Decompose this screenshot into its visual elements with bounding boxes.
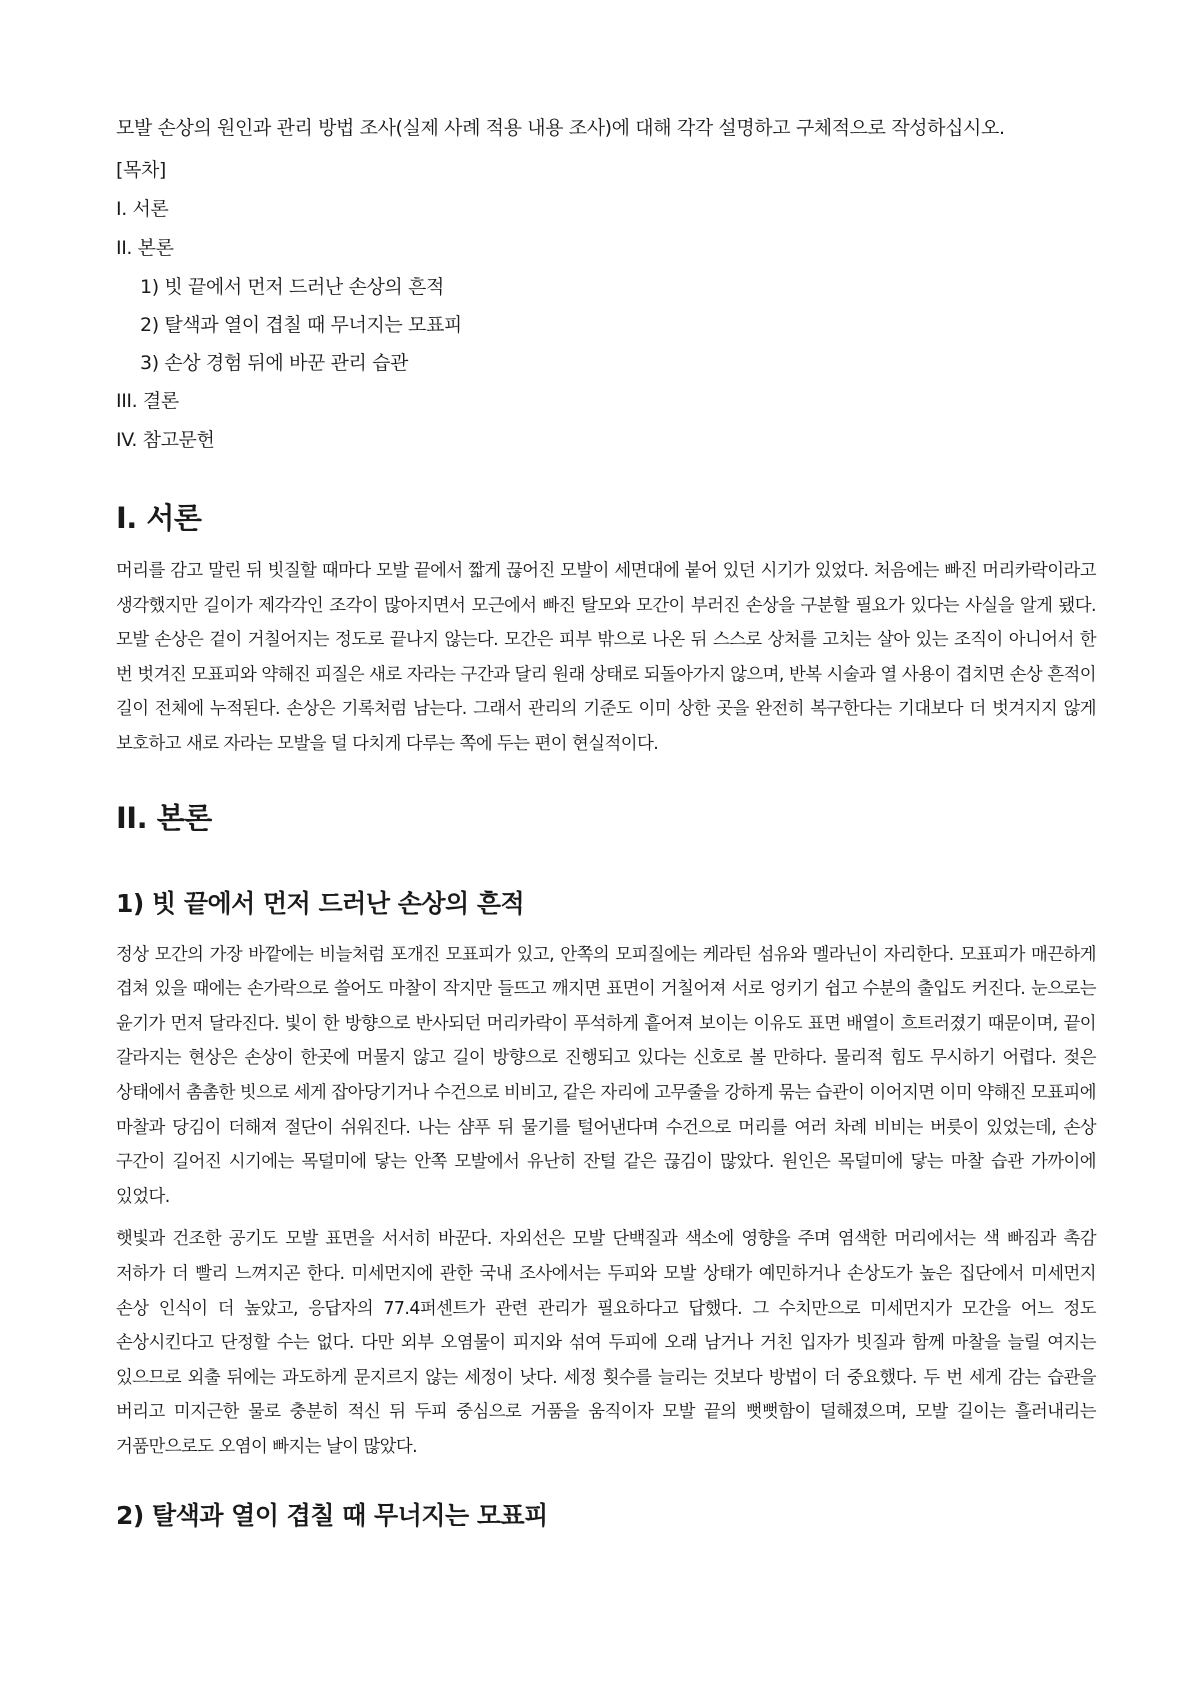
toc-heading: [목차] <box>116 159 166 181</box>
toc-item-body: II. 본론 <box>116 237 174 259</box>
intro-paragraph: 머리를 감고 말린 뒤 빗질할 때마다 모발 끝에서 짧게 끊어진 모발이 세면대에 붙어 있던 시기가 있었다. 처음에는 빠진 머리카락이라고 생각했지만 길이가 제각각인 조각이 많아지면서 모근에서 빠진 탈모와 모간이 부러진 손상을 구분할 필요가 있다는 사실을 알게 됐다. 모발 손상은 겉이 거칠어지는 정도로 끝나지 않는다. 모간은 피부 밖으로 나온 뒤 스스로 상처를 고치는 살아 있는 조직이 아니어서 한 번 벗겨진 모표피와 약해진 피질은 새로 자라는 구간과 달리 원래 상태로 되돌아가지 않으며, 반복 시술과 열 사용이 겹치면 손상 흔적이 길이 전체에 누적된다. 손상은 기록처럼 남는다. 그래서 관리의 기준도 이미 상한 곳을 완전히 복구한다는 기대보다 더 벗겨지지 않게 보호하고 새로 자라는 모발을 덜 다치게 다루는 쪽에 두는 편이 현실적이다. <box>116 561 1096 754</box>
section-title-body: II. 본론 <box>116 800 212 835</box>
assignment-prompt: 모발 손상의 원인과 관리 방법 조사(실제 사례 적용 내용 조사)에 대해 각각 설명하고 구체적으로 작성하십시오. <box>116 117 1005 139</box>
subsection-1-paragraph-1: 정상 모간의 가장 바깥에는 비늘처럼 포개진 모표피가 있고, 안쪽의 모피질에는 케라틴 섬유와 멜라닌이 자리한다. 모표피가 매끈하게 겹쳐 있을 때에는 손가락으로 쓸어도 마찰이 작지만 들뜨고 깨지면 표면이 거칠어져 서로 엉키기 쉽고 수분의 출입도 커진다. 눈으로는 윤기가 먼저 달라진다. 빛이 한 방향으로 반사되던 머리카락이 푸석하게 흩어져 보이는 이유도 표면 배열이 흐트러졌기 때문이며, 끝이 갈라지는 현상은 손상이 한곳에 머물지 않고 길이 방향으로 진행되고 있다는 신호로 볼 만하다. 물리적 힘도 무시하기 어렵다. 젖은 상태에서 촘촘한 빗으로 세게 잡아당기거나 수건으로 비비고, 같은 자리에 고무줄을 강하게 묶는 습관이 이어지면 이미 약해진 모표피에 마찰과 당김이 더해져 절단이 쉬워진다. 나는 샴푸 뒤 물기를 털어낸다며 수건으로 머리를 여러 차례 비비는 버릇이 있었는데, 손상 구간이 길어진 시기에는 목덜미에 닿는 안쪽 모발에서 유난히 잔털 같은 끊김이 많았다. 원인은 목덜미에 닿는 마찰 습관 가까이에 있었다. <box>116 944 1096 1207</box>
section-title-intro: I. 서론 <box>116 501 202 535</box>
toc-item-body-sub2: 2) 탈색과 열이 겹칠 때 무너지는 모표피 <box>140 314 462 336</box>
subsection-title-2: 2) 탈색과 열이 겹칠 때 무너지는 모표피 <box>116 1501 548 1531</box>
toc-item-intro: I. 서론 <box>116 198 169 220</box>
subsection-title-1: 1) 빗 끝에서 먼저 드러난 손상의 흔적 <box>116 888 525 918</box>
subsection-1-paragraph-2: 햇빛과 건조한 공기도 모발 표면을 서서히 바꾼다. 자외선은 모발 단백질과 색소에 영향을 주며 염색한 머리에서는 색 빠짐과 촉감 저하가 더 빨리 느껴지곤 한다. 미세먼지에 관한 국내 조사에서는 두피와 모발 상태가 예민하거나 손상도가 높은 집단에서 미세먼지 손상 인식이 더 높았고, 응답자의 77.4퍼센트가 관련 관리가 필요하다고 답했다. 그 수치만으로 미세먼지가 모간을 어느 정도 손상시킨다고 단정할 수는 없다. 다만 외부 오염물이 피지와 섞여 두피에 오래 남거나 거친 입자가 빗질과 함께 마찰을 늘릴 여지는 있으므로 외출 뒤에는 과도하게 문지르지 않는 세정이 낫다. 세정 횟수를 늘리는 것보다 방법이 더 중요했다. 두 번 세게 감는 습관을 버리고 미지근한 물로 충분히 적신 뒤 두피 중심으로 거품을 움직이자 모발 끝의 뻣뻣함이 덜해졌으며, 모발 길이는 흘러내리는 거품만으로도 오염이 빠지는 날이 많았다. <box>116 1229 1096 1457</box>
toc-item-body-sub3: 3) 손상 경험 뒤에 바꾼 관리 습관 <box>140 352 408 374</box>
toc-item-body-sub1: 1) 빗 끝에서 먼저 드러난 손상의 흔적 <box>140 276 444 298</box>
toc-item-conclusion: III. 결론 <box>116 390 179 412</box>
table-of-contents <box>116 156 1096 454</box>
toc-item-references: IV. 참고문헌 <box>116 429 215 451</box>
